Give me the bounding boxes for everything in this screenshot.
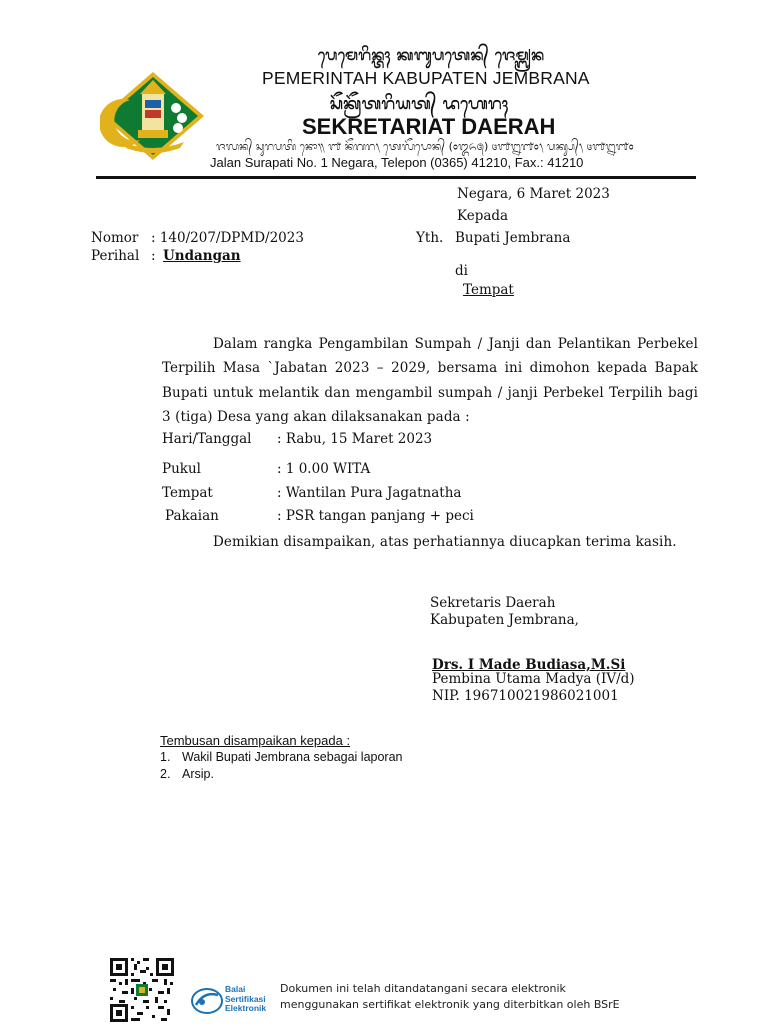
detail-value-pukul: : 1 0.00 WITA (277, 461, 371, 477)
bsre-label-line2: Sertifikasi (225, 993, 266, 1004)
e-signature-note-line2: menggunakan sertifikat elektronik yang diterbitkan oleh BSrE (280, 998, 620, 1011)
signatory-title-line1: Sekretaris Daerah (430, 595, 556, 611)
bsre-label-line3: Elektronik (225, 1003, 267, 1013)
di-label: di (455, 263, 468, 279)
tembusan-list (160, 749, 403, 782)
qr-code (110, 958, 174, 1022)
detail-label-tempat: Tempat (162, 485, 213, 501)
bsre-label (225, 985, 266, 1014)
government-name: PEMERINTAH KABUPATEN JEMBRANA (262, 68, 590, 88)
e-signature-note (280, 981, 620, 1013)
detail-label-pakaian: Pakaian (165, 508, 219, 524)
e-signature-note-line1: Dokumen ini telah ditandatangani secara elektronik (280, 982, 566, 995)
closing-paragraph: Demikian disampaikan, atas perhatiannya diucapkan terima kasih. (213, 534, 677, 550)
tempat-destination: Tempat (463, 282, 514, 298)
body-paragraph: Dalam rangka Pengambilan Sumpah / Janji dan Pelantikan Perbekel Terpilih Masa `Jabatan 2023 – 2029, bersama ini dimohon kepada Bapak Bupati untuk melantik dan mengambil sumpah / janji Perbekel Terpilih bagi 3 (tiga) Desa yang akan dilaksanakan pada : (162, 336, 698, 425)
recipient: Bupati Jembrana (455, 230, 571, 246)
place-date: Negara, 6 Maret 2023 (457, 186, 610, 202)
signatory-nip: NIP. 196710021986021001 (432, 688, 619, 704)
list-item (160, 749, 403, 766)
list-item-text: Wakil Bupati Jembrana sebagai laporan (182, 750, 403, 764)
list-item-number: 2. (160, 766, 171, 781)
signatory-title-line2: Kabupaten Jembrana, (430, 612, 579, 628)
office-name: SEKRETARIAT DAERAH (302, 114, 556, 139)
balinese-address-line: ᬚᬮᬦ᭄ ᬲᬸᬭᬧᬢᬶ ᬦᭀ᭟ ᭑ ᬦᭂᬕᬭ᭞ ᬢᬾᬮᭂᬧᭀᬦ᭄ (᭐᭓᭖᭕) ᭔᭑᭒᭑᭐᭞ ᬧᬓ᭄ᬲ᭄᭞ ᭔᭑᭒᭑᭐ (216, 140, 634, 153)
bsre-logo-icon (190, 985, 224, 1015)
perihal-value: Undangan (163, 248, 241, 264)
signatory-rank: Pembina Utama Madya (IV/d) (432, 671, 635, 687)
nomor-label: Nomor (91, 230, 139, 246)
detail-label-hari: Hari/Tanggal (162, 431, 252, 447)
signatory-name: Drs. I Made Budiasa,M.Si (432, 657, 626, 673)
list-item-number: 1. (160, 750, 171, 764)
balinese-government-line: ᬧᬾᬫᬾᬭᬶᬦ᭄ᬢᬄ ᬓᬩᬸᬧᬢᬾᬦ᭄ ᬚᬾᬫ᭄ᬩ᭄ᬭᬦ (318, 46, 545, 64)
bsre-label-line1: Balai (225, 984, 246, 994)
kepada-label: Kepada (457, 208, 509, 224)
nomor-value: : 140/207/DPMD/2023 (151, 230, 304, 246)
list-item (160, 766, 403, 783)
tembusan-heading: Tembusan disampaikan kepada : (160, 733, 351, 748)
detail-value-hari: : Rabu, 15 Maret 2023 (277, 431, 433, 447)
balinese-office-line: ᬲᭂᬓ᭄ᬭᭂᬢᬭᬶᬬᬢ᭄ ᬤᬳᬾᬭᬄ (330, 94, 509, 113)
detail-value-pakaian: : PSR tangan panjang + peci (277, 508, 474, 524)
detail-label-pukul: Pukul (162, 461, 201, 477)
perihal-label: Perihal (91, 248, 140, 264)
kabupaten-jembrana-logo (100, 70, 206, 162)
office-address: Jalan Surapati No. 1 Negara, Telepon (0365) 41210, Fax.: 41210 (210, 155, 584, 170)
letterhead-divider (96, 176, 696, 179)
list-item-text: Arsip. (182, 766, 214, 781)
yth-label: Yth. (416, 230, 444, 246)
perihal-colon: : (151, 248, 156, 264)
detail-value-tempat: : Wantilan Pura Jagatnatha (277, 485, 462, 501)
